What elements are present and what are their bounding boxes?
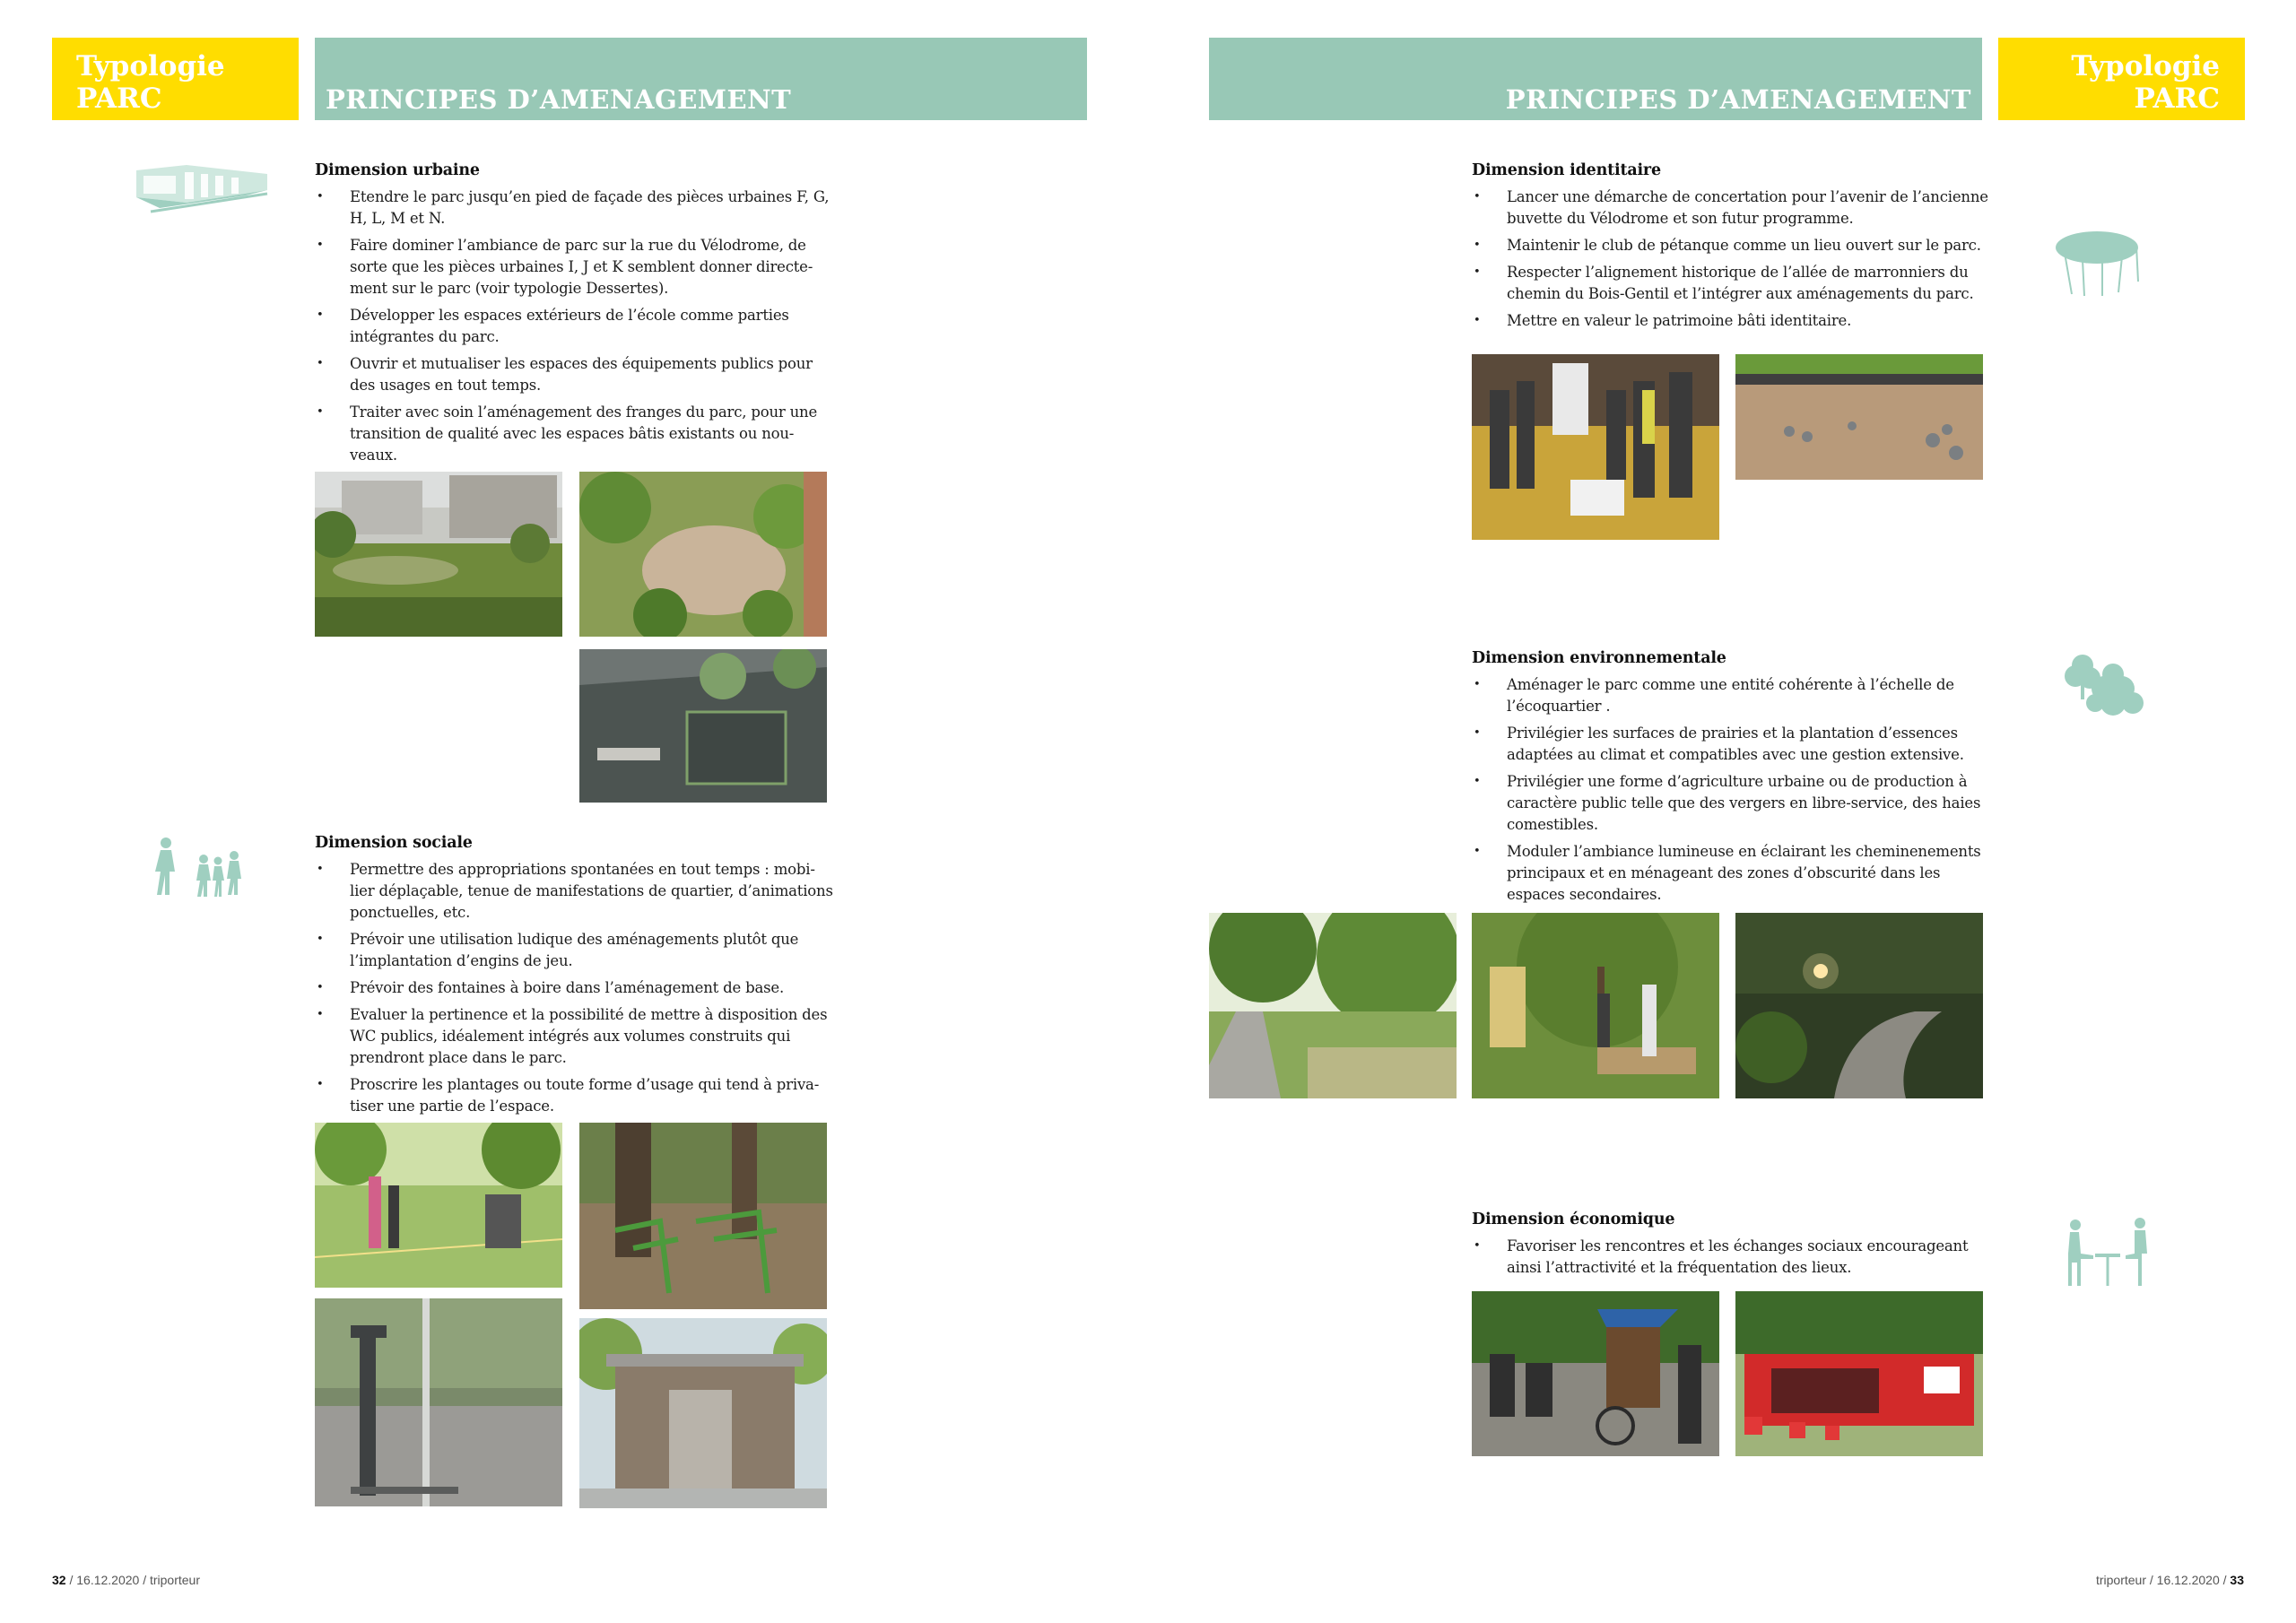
photo-cargo-bike-cafe: [1472, 1291, 1719, 1456]
identity-bullets: [1472, 187, 1992, 337]
list-item: • Prévoir une utilisation ludique des aménagements plutôt que l’implantation d’engins de jeu.: [315, 929, 835, 972]
list-item: • Moduler l’ambiance lumineuse en éclairant les cheminenements principaux et en ménageant des zones d’obscurité dans les espaces secondaires.: [1472, 841, 1992, 906]
right-footer-text: triporteur / 16.12.2020 /: [2095, 1573, 2231, 1587]
list-item: • Lancer une démarche de concertation pour l’avenir de l’ancienne buvette du Vélodrome et son futur programme.: [1472, 187, 1992, 230]
list-item: • Etendre le parc jusqu’en pied de façade des pièces urbaines F, G, H, L, M et N.: [315, 187, 835, 230]
list-item: • Prévoir des fontaines à boire dans l’aménagement de base.: [315, 977, 835, 999]
photo-slackline: [315, 1123, 562, 1288]
social-bullets: [315, 859, 835, 1123]
pavilion-icon: [2052, 226, 2145, 298]
list-item: • Traiter avec soin l’aménagement des franges du parc, pour une transition de qualité avec les espaces bâtis existants ou nou-veaux.: [315, 402, 835, 466]
left-page-number: 32: [52, 1573, 66, 1587]
environment-bullets: [1472, 674, 1992, 911]
list-item: • Ouvrir et mutualiser les espaces des équipements publics pour des usages en tout temps.: [315, 353, 835, 396]
left-banner-title: PRINCIPES D’AMENAGEMENT: [326, 84, 792, 115]
right-typology-line2: PARC: [2134, 82, 2220, 115]
list-item: • Développer les espaces extérieurs de l’école comme parties intégrantes du parc.: [315, 305, 835, 348]
left-footer: [52, 1573, 200, 1587]
left-typology-line2: PARC: [76, 82, 162, 115]
list-item: • Faire dominer l’ambiance de parc sur la rue du Vélodrome, de sorte que les pièces urbaines I, J et K semblent donner directe-ment sur le parc (voir typologie Dessertes).: [315, 235, 835, 299]
left-footer-text: / 16.12.2020 / triporteur: [65, 1573, 201, 1587]
photo-meadow-path: [1209, 913, 1457, 1098]
right-page-number: 33: [2230, 1573, 2244, 1587]
left-banner: [315, 38, 1087, 120]
list-item: • Maintenir le club de pétanque comme un lieu ouvert sur le parc.: [1472, 235, 1992, 256]
photo-plaza-aerial: [579, 472, 827, 637]
right-banner-title: PRINCIPES D’AMENAGEMENT: [1505, 84, 1971, 115]
photo-fruit-tree: [1472, 913, 1719, 1098]
identity-title: Dimension identitaire: [1472, 161, 1661, 179]
right-typology-line1: Typologie: [2071, 50, 2220, 82]
list-item: • Mettre en valeur le patrimoine bâti identitaire.: [1472, 310, 1992, 332]
left-typology-tag: [52, 38, 299, 120]
list-item: • Proscrire les plantages ou toute forme d’usage qui tend à priva-tiser une partie de l’espace.: [315, 1074, 835, 1117]
list-item: • Favoriser les rencontres et les échanges sociaux encourageant ainsi l’attractivité et la fréquentation des lieux.: [1472, 1236, 1992, 1279]
right-typology-tag: [1998, 38, 2245, 120]
urban-title: Dimension urbaine: [315, 161, 480, 179]
economy-title: Dimension économique: [1472, 1211, 1675, 1228]
photo-water-fountain: [315, 1298, 562, 1506]
photo-petanque: [1735, 354, 1983, 480]
left-typology-line1: Typologie: [76, 50, 225, 82]
photo-paved-square: [579, 649, 827, 803]
photo-park-housing: [315, 472, 562, 637]
cafe-table-icon: [2063, 1218, 2152, 1289]
social-title: Dimension sociale: [315, 834, 473, 852]
photo-green-chairs: [579, 1123, 827, 1309]
photo-red-kiosk: [1735, 1291, 1983, 1456]
urban-bullets: [315, 187, 835, 472]
environment-title: Dimension environnementale: [1472, 649, 1726, 667]
photo-lit-path-night: [1735, 913, 1983, 1098]
list-item: • Evaluer la pertinence et la possibilité de mettre à disposition des WC publics, idéalement intégrés aux volumes construits qui prendront place dans le parc.: [315, 1004, 835, 1069]
list-item: • Privilégier les surfaces de prairies et la plantation d’essences adaptées au climat et compatibles avec une gestion extensive.: [1472, 723, 1992, 766]
right-footer: [2096, 1573, 2244, 1587]
photo-concertation: [1472, 354, 1719, 540]
building-illustration-icon: [133, 161, 271, 224]
photo-public-wc: [579, 1318, 827, 1508]
trees-icon: [2063, 649, 2152, 725]
list-item: • Aménager le parc comme une entité cohérente à l’échelle de l’écoquartier .: [1472, 674, 1992, 717]
family-walking-icon: [148, 836, 247, 898]
list-item: • Respecter l’alignement historique de l’allée de marronniers du chemin du Bois-Gentil et l’intégrer aux aménagements du parc.: [1472, 262, 1992, 305]
right-banner: [1209, 38, 1982, 120]
list-item: • Permettre des appropriations spontanées en tout temps : mobi-lier déplaçable, tenue de manifestations de quartier, d’animations ponctuelles, etc.: [315, 859, 835, 924]
economy-bullets: [1472, 1236, 1992, 1284]
list-item: • Privilégier une forme d’agriculture urbaine ou de production à caractère public telle que des vergers en libre-service, des haies comestibles.: [1472, 771, 1992, 836]
